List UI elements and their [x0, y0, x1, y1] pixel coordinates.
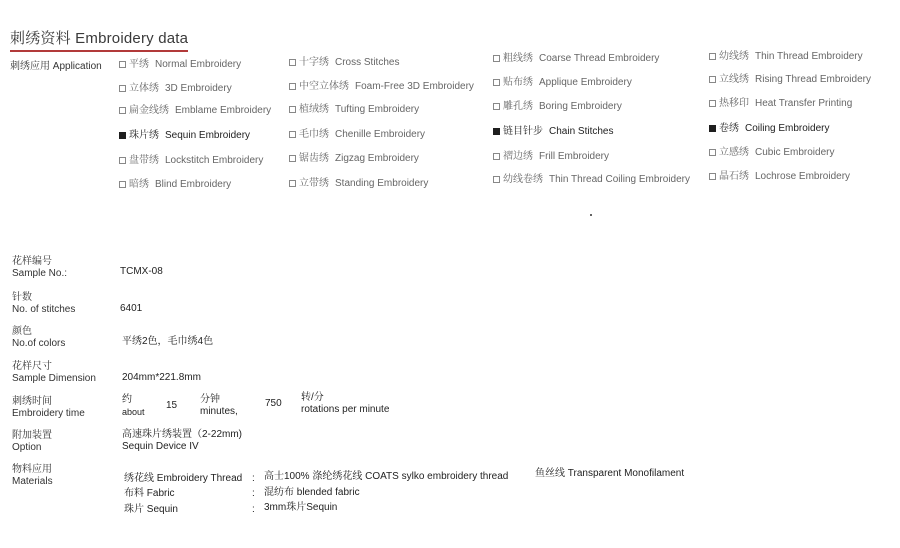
material-row-extra: 鱼丝线 Transparent Monofilament	[535, 468, 685, 479]
option-cn-label: 立体绣	[129, 83, 159, 94]
time-minutes-value: 15	[166, 400, 178, 411]
application-option	[289, 174, 428, 189]
option-value: 高速珠片绣装置（2-22mm) Sequin Device IV	[122, 429, 243, 452]
time-rate-value: 750	[265, 398, 282, 409]
option-label: 附加装置 Option	[12, 430, 52, 453]
option-cn-label: 暗绣	[129, 179, 149, 190]
unchecked-box-icon	[709, 149, 716, 156]
application-label: 刺绣应用 Application	[10, 61, 102, 72]
application-option	[709, 143, 834, 158]
time-about: 约 about	[122, 394, 145, 417]
option-cn-label: 植绒绣	[299, 104, 329, 115]
unchecked-box-icon	[119, 181, 126, 188]
time-rate-unit: 转/分 rotations per minute	[301, 392, 390, 415]
unchecked-box-icon	[289, 59, 296, 66]
sample-no-value: TCMX-08	[120, 266, 163, 277]
option-cn-label: 盘带绣	[129, 155, 159, 166]
material-row-colon: :	[252, 504, 255, 515]
unchecked-box-icon	[709, 76, 716, 83]
option-en-label: Cross Stitches	[335, 57, 400, 68]
option-en-label: Frill Embroidery	[539, 151, 610, 162]
material-row-value: 混纺布 blended fabric	[264, 487, 360, 498]
application-option	[709, 94, 852, 109]
unchecked-box-icon	[289, 180, 296, 187]
option-en-label: Heat Transfer Printing	[755, 98, 853, 109]
stitches-label: 针数 No. of stitches	[12, 292, 76, 315]
application-option	[493, 122, 613, 137]
option-en-label: Applique Embroidery	[539, 77, 632, 88]
option-cn-label: 毛巾绣	[299, 129, 329, 140]
unchecked-box-icon	[493, 55, 500, 62]
option-en-label: Chenille Embroidery	[335, 129, 426, 140]
option-cn-label: 锯齿绣	[299, 153, 329, 164]
application-option	[289, 53, 399, 68]
application-option	[119, 79, 232, 94]
unchecked-box-icon	[119, 107, 126, 114]
stitches-value: 6401	[120, 303, 143, 314]
time-label: 刺绣时间 Embroidery time	[12, 396, 85, 419]
option-en-label: Boring Embroidery	[539, 101, 622, 112]
unchecked-box-icon	[289, 155, 296, 162]
application-option	[493, 147, 609, 162]
application-option	[709, 119, 829, 134]
page-title: 刺绣资料 Embroidery data	[10, 27, 188, 52]
option-en-label: Blind Embroidery	[155, 179, 232, 190]
option-cn-label: 中空立体绣	[299, 81, 349, 92]
option-cn-label: 立线绣	[719, 74, 749, 85]
time-minutes-unit: 分钟 minutes,	[200, 394, 238, 417]
application-option	[289, 77, 474, 92]
materials-label: 物料应用 Materials	[12, 464, 53, 487]
option-en-label: Sequin Embroidery	[165, 130, 251, 141]
option-cn-label: 雕孔绣	[503, 101, 533, 112]
option-en-label: Normal Embroidery	[155, 59, 242, 70]
unchecked-box-icon	[119, 85, 126, 92]
unchecked-box-icon	[289, 83, 296, 90]
option-en-label: Foam-Free 3D Embroidery	[355, 81, 474, 92]
material-row-value: 高士100% 涤纶绣花线 COATS sylko embroidery thread	[264, 471, 509, 482]
unchecked-box-icon	[289, 131, 296, 138]
option-en-label: Cubic Embroidery	[755, 147, 835, 158]
option-cn-label: 平绣	[129, 59, 149, 70]
unchecked-box-icon	[289, 106, 296, 113]
material-row-value: 3mm珠片Sequin	[264, 502, 338, 513]
checked-box-icon	[493, 128, 500, 135]
application-option	[709, 167, 850, 182]
option-cn-label: 珠片绣	[129, 130, 159, 141]
option-en-label: Coiling Embroidery	[745, 123, 830, 134]
option-cn-label: 扁金线绣	[129, 105, 169, 116]
application-option	[119, 175, 231, 190]
option-en-label: Emblame Embroidery	[175, 105, 272, 116]
application-option	[119, 151, 263, 166]
option-en-label: Thin Thread Coiling Embroidery	[549, 174, 690, 185]
application-option	[289, 100, 419, 115]
option-cn-label: 幼线绣	[719, 51, 749, 62]
option-en-label: Thin Thread Embroidery	[755, 51, 863, 62]
application-option	[119, 126, 250, 141]
option-en-label: Tufting Embroidery	[335, 104, 420, 115]
checked-box-icon	[709, 125, 716, 132]
material-row-name: 绣花线 Embroidery Thread	[124, 473, 243, 484]
unchecked-box-icon	[709, 53, 716, 60]
dimension-label: 花样尺寸 Sample Dimension	[12, 361, 96, 384]
option-cn-label: 褶边绣	[503, 151, 533, 162]
option-en-label: Lockstitch Embroidery	[165, 155, 264, 166]
colors-label: 颜色 No.of colors	[12, 326, 66, 349]
dimension-value: 204mm*221.8mm	[122, 372, 201, 383]
unchecked-box-icon	[493, 176, 500, 183]
application-option	[119, 101, 271, 116]
checked-box-icon	[119, 132, 126, 139]
option-cn-label: 晶石绣	[719, 171, 749, 182]
application-option	[289, 149, 419, 164]
application-option	[493, 170, 690, 185]
option-en-label: Coarse Thread Embroidery	[539, 53, 660, 64]
material-row-name: 布料 Fabric	[124, 488, 175, 499]
option-en-label: Chain Stitches	[549, 126, 614, 137]
option-en-label: Rising Thread Embroidery	[755, 74, 871, 85]
material-row-colon: :	[252, 488, 255, 499]
option-en-label: Standing Embroidery	[335, 178, 429, 189]
option-en-label: 3D Embroidery	[165, 83, 232, 94]
option-cn-label: 链目针步	[503, 126, 543, 137]
option-cn-label: 贴布绣	[503, 77, 533, 88]
stray-dot	[590, 214, 592, 216]
material-row-colon: :	[252, 473, 255, 484]
application-option	[119, 55, 241, 70]
unchecked-box-icon	[493, 103, 500, 110]
application-option	[709, 47, 863, 62]
application-option	[493, 97, 622, 112]
option-cn-label: 卷绣	[719, 123, 739, 134]
option-cn-label: 粗线绣	[503, 53, 533, 64]
option-en-label: Zigzag Embroidery	[335, 153, 419, 164]
application-option	[493, 49, 659, 64]
application-option	[289, 125, 425, 140]
material-row-name: 珠片 Sequin	[124, 504, 178, 515]
unchecked-box-icon	[709, 100, 716, 107]
unchecked-box-icon	[119, 61, 126, 68]
application-option	[493, 73, 632, 88]
unchecked-box-icon	[709, 173, 716, 180]
option-cn-label: 热移印	[719, 98, 749, 109]
option-cn-label: 十字绣	[299, 57, 329, 68]
colors-value: 平绣2色，毛巾绣4色	[122, 336, 214, 347]
sample-no-label: 花样编号 Sample No.:	[12, 256, 68, 279]
unchecked-box-icon	[493, 153, 500, 160]
option-en-label: Lochrose Embroidery	[755, 171, 851, 182]
unchecked-box-icon	[493, 79, 500, 86]
option-cn-label: 幼线卷绣	[503, 174, 543, 185]
unchecked-box-icon	[119, 157, 126, 164]
application-option	[709, 70, 871, 85]
option-cn-label: 立带绣	[299, 178, 329, 189]
option-cn-label: 立感绣	[719, 147, 749, 158]
